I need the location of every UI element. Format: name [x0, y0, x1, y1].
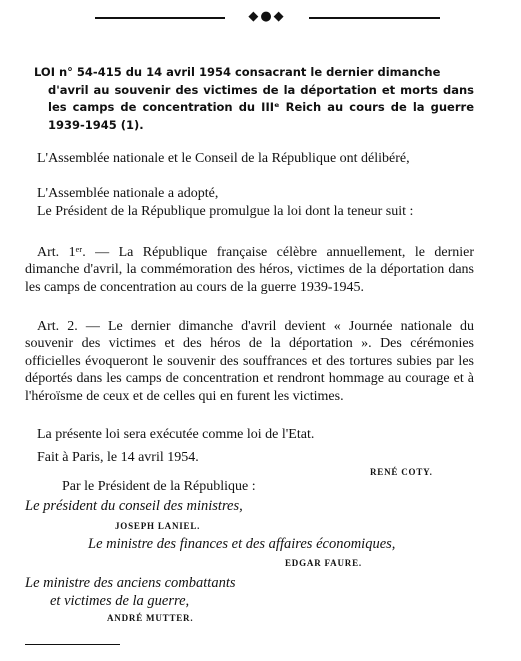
article-2: Art. 2. — Le dernier dimanche d'avril devient « Journée nationale du souvenir des victimes et des héros de la déportation ». Des cérémonies officielles évoqueront le souvenir des souffrances et des tortures subies par les déportés dans les camps de concentration et rendront hommage au courage et à l'héroïsme de ceux et de celles qui en furent les victimes. [25, 319, 474, 404]
law-title [34, 64, 474, 134]
law-title-line-1: LOI n° 54-415 du 14 avril 1954 consacrant le dernier dimanche [34, 65, 441, 79]
ornament-rule-right [309, 17, 440, 19]
council-president-title: Le président du conseil des ministres, [25, 498, 243, 514]
signature-veterans-minister: ANDRÉ MUTTER. [107, 613, 194, 623]
done-at-paris: Fait à Paris, le 14 avril 1954. [37, 450, 199, 465]
top-ornament [95, 9, 440, 24]
veterans-minister-title-1: Le ministre des anciens combattants [25, 575, 236, 591]
signature-finance-minister: EDGAR FAURE. [285, 558, 362, 568]
signature-president: RENÉ COTY. [370, 467, 433, 477]
article-1: Art. 1ᵉʳ. — La République française célèbre annuellement, le dernier dimanche d'avril, la commémoration des héros, victimes de la déportation dans les camps de concentration au cours de la guerre 1939-1945. [25, 245, 474, 295]
by-the-president: Par le Président de la République : [62, 479, 256, 494]
finance-minister-title: Le ministre des finances et des affaires économiques, [88, 536, 396, 552]
preamble-promulgation: Le Président de la République promulgue la loi dont la teneur suit : [37, 204, 414, 219]
signature-council-president: JOSEPH LANIEL. [115, 521, 201, 531]
preamble-deliberation: L'Assemblée nationale et le Conseil de la République ont délibéré, [37, 151, 410, 166]
bottom-rule [25, 644, 120, 645]
veterans-minister-title-2: et victimes de la guerre, [50, 593, 190, 609]
law-title-rest: d'avril au souvenir des victimes de la déportation et morts dans les camps de concentration du IIIᵉ Reich au cours de la guerre 1939-1945 (1). [48, 82, 474, 132]
ornament-rule-left [95, 17, 225, 19]
execution-clause: La présente loi sera exécutée comme loi de l'Etat. [37, 427, 315, 442]
ornament-diamonds-icon: ◆●◆ [248, 9, 286, 24]
preamble-adoption: L'Assemblée nationale a adopté, [37, 186, 219, 201]
